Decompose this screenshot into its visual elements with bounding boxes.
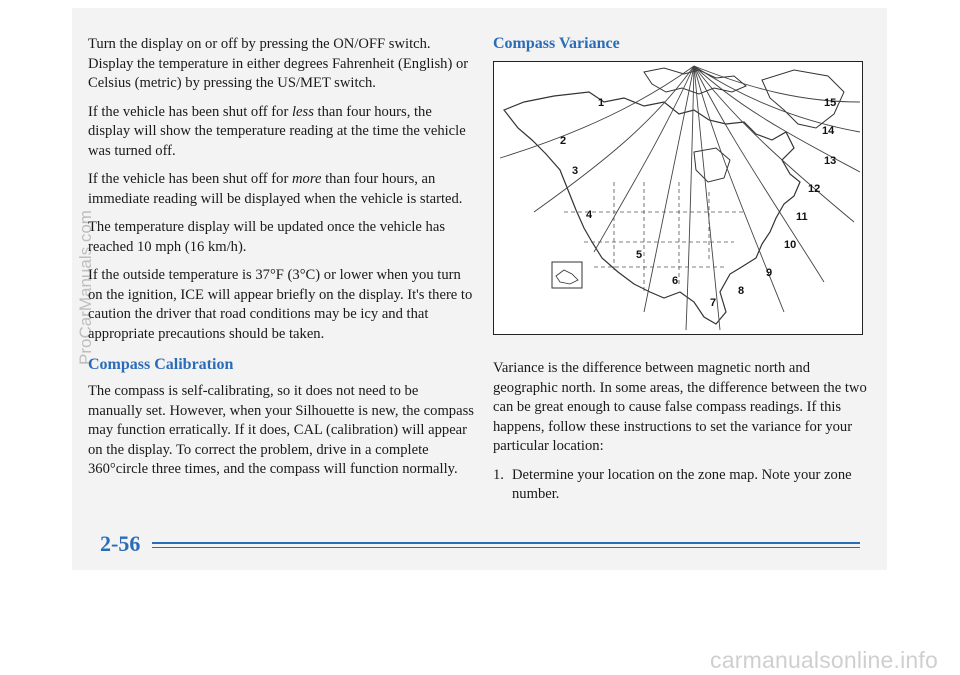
paragraph-variance: Variance is the difference between magnetic north and geographic north. In some areas, the difference between the two can be great enough to cause false compass readings. If this happens, follow these instructions to set the variance for your particular location: bbox=[493, 360, 867, 454]
zone-label-15: 15 bbox=[824, 97, 837, 109]
zone-lines bbox=[500, 66, 860, 330]
zone-label-10: 10 bbox=[784, 239, 797, 251]
heading-compass-variance: Compass Variance bbox=[493, 35, 620, 52]
continent-outline bbox=[504, 92, 800, 324]
zone-label-9: 9 bbox=[766, 267, 773, 279]
paragraph-calibration: The compass is self-calibrating, so it does not need to be manually set. However, when your Silhouette is new, the compass may function erratically. If it does, CAL (calibration) will appear on the display. To correct the problem, drive in a complete 360°circle three times, and the compass will function normally. bbox=[88, 383, 474, 477]
zone-map-drawing bbox=[494, 62, 862, 334]
footer-rule-top bbox=[152, 542, 860, 544]
para2-emphasis: less bbox=[291, 103, 314, 120]
zone-label-7: 7 bbox=[710, 297, 717, 309]
paragraph-on-off: Turn the display on or off by pressing the ON/OFF switch. Display the temperature in either degrees Fahrenheit (English) or Celsius (metric) by pressing the US/MET switch. bbox=[88, 36, 469, 91]
zone-label-12: 12 bbox=[808, 183, 821, 195]
side-watermark-text: ProCarManuals.com bbox=[76, 210, 95, 365]
paragraph-ice-warning: If the outside temperature is 37°F (3°C) or lower when you turn on the ignition, ICE will appear briefly on the display. It's there to caution the driver that road conditions may be icy and that appropriate precautions should be taken. bbox=[88, 267, 473, 342]
step-number: 1. bbox=[493, 466, 504, 483]
paragraph-update-speed: The temperature display will be updated once the vehicle has reached 10 mph (16 km/h). bbox=[88, 219, 446, 255]
para2-after: than four hours, the display will show the temperature reading at the time the vehicle was turned off. bbox=[88, 103, 466, 159]
zone-label-6: 6 bbox=[672, 275, 679, 287]
footer-rule-bottom bbox=[152, 547, 860, 548]
watermark-text: carmanualsonline.info bbox=[710, 647, 938, 673]
right-column bbox=[493, 35, 868, 505]
left-column bbox=[88, 35, 476, 489]
steps-list bbox=[493, 466, 868, 505]
page-number: 2-56 bbox=[100, 531, 141, 556]
zone-label-3: 3 bbox=[572, 165, 579, 177]
zone-map bbox=[493, 61, 863, 335]
heading-compass-calibration: Compass Calibration bbox=[88, 356, 234, 373]
zone-label-4: 4 bbox=[586, 209, 593, 221]
zone-label-2: 2 bbox=[560, 135, 567, 147]
zone-label-11: 11 bbox=[796, 211, 808, 223]
zone-label-13: 13 bbox=[824, 155, 837, 167]
zone-label-1: 1 bbox=[598, 97, 605, 109]
page-footer bbox=[100, 531, 860, 561]
para3-before: If the vehicle has been shut off for bbox=[88, 171, 292, 187]
paragraph-less-than-four-hours bbox=[88, 103, 476, 162]
inset-shape bbox=[556, 270, 578, 284]
zone-label-8: 8 bbox=[738, 285, 745, 297]
hudson-bay bbox=[694, 148, 730, 182]
step-item bbox=[493, 466, 868, 505]
state-borders bbox=[564, 182, 744, 292]
para3-emphasis: more bbox=[291, 171, 322, 187]
zone-label-14: 14 bbox=[822, 125, 835, 137]
paragraph-more-than-four-hours bbox=[88, 170, 476, 209]
para2-before: If the vehicle has been shut off for bbox=[88, 103, 292, 120]
inset-box bbox=[552, 262, 582, 288]
step-text: Determine your location on the zone map. Note your zone number. bbox=[512, 466, 852, 502]
zone-label-5: 5 bbox=[636, 249, 643, 261]
para3-after: than four hours, an immediate reading will be displayed when the vehicle is started. bbox=[88, 171, 463, 207]
